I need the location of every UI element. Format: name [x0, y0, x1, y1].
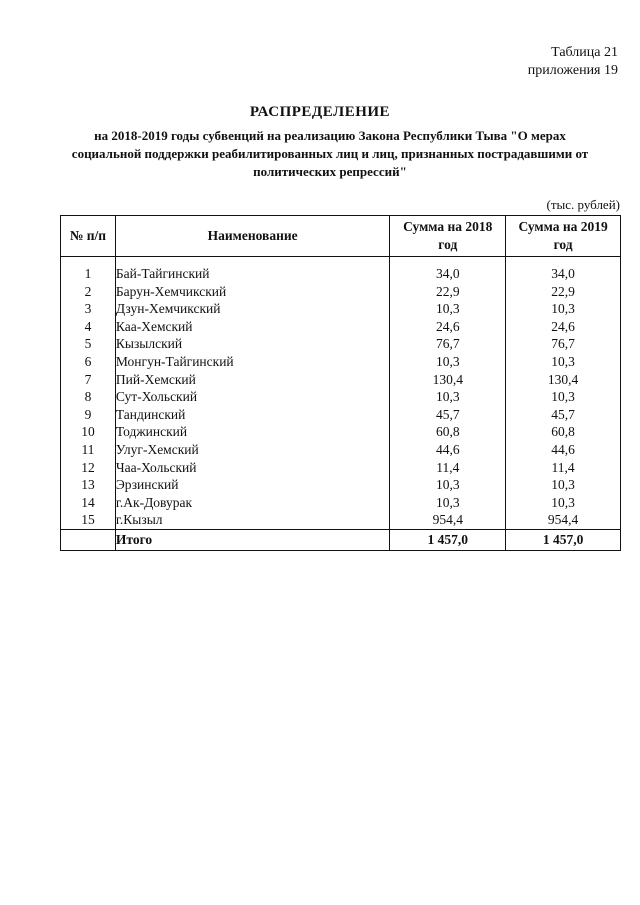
- row-sum-2018: 24,6: [390, 318, 506, 336]
- row-number: 2: [61, 283, 116, 301]
- row-number: 4: [61, 318, 116, 336]
- row-number: 12: [61, 459, 116, 477]
- row-number: 14: [61, 494, 116, 512]
- row-name: Чаа-Хольский: [115, 459, 390, 477]
- row-sum-2018: 10,3: [390, 388, 506, 406]
- row-number: 5: [61, 335, 116, 353]
- table-spacer-row: [61, 257, 621, 266]
- row-sum-2019: 24,6: [506, 318, 621, 336]
- header-sum-2018-line-1: Сумма на 2018: [403, 219, 493, 234]
- row-sum-2018: 10,3: [390, 300, 506, 318]
- row-sum-2018: 34,0: [390, 265, 506, 283]
- row-sum-2019: 10,3: [506, 388, 621, 406]
- row-sum-2019: 34,0: [506, 265, 621, 283]
- table-row: [61, 371, 621, 389]
- header-sum-2019: [506, 216, 621, 257]
- row-sum-2018: 22,9: [390, 283, 506, 301]
- row-sum-2019: 45,7: [506, 406, 621, 424]
- row-sum-2018: 45,7: [390, 406, 506, 424]
- header-sum-2018-line-2: год: [438, 237, 458, 252]
- row-sum-2019: 11,4: [506, 459, 621, 477]
- header-sum-2018: [390, 216, 506, 257]
- table-body: [61, 257, 621, 530]
- row-name: Каа-Хемский: [115, 318, 390, 336]
- row-sum-2019: 10,3: [506, 300, 621, 318]
- row-sum-2018: 10,3: [390, 353, 506, 371]
- row-sum-2019: 10,3: [506, 476, 621, 494]
- row-sum-2018: 10,3: [390, 494, 506, 512]
- table-row: [61, 300, 621, 318]
- row-sum-2019: 10,3: [506, 494, 621, 512]
- header-name: Наименование: [115, 216, 390, 257]
- total-sum-2018: 1 457,0: [390, 529, 506, 550]
- table-row: [61, 318, 621, 336]
- table-row: [61, 283, 621, 301]
- table-row: [61, 265, 621, 283]
- row-number: 1: [61, 265, 116, 283]
- units-note: (тыс. рублей): [546, 197, 620, 212]
- row-number: 9: [61, 406, 116, 424]
- row-name: Сут-Хольский: [115, 388, 390, 406]
- row-name: Тандинский: [115, 406, 390, 424]
- row-sum-2019: 10,3: [506, 353, 621, 371]
- table-header-row: [61, 216, 621, 257]
- row-name: Эрзинский: [115, 476, 390, 494]
- row-sum-2019: 76,7: [506, 335, 621, 353]
- row-sum-2019: 60,8: [506, 423, 621, 441]
- row-name: Монгун-Тайгинский: [115, 353, 390, 371]
- row-number: 13: [61, 476, 116, 494]
- row-name: г.Ак-Довурак: [115, 494, 390, 512]
- row-name: Улуг-Хемский: [115, 441, 390, 459]
- row-sum-2018: 76,7: [390, 335, 506, 353]
- row-number: 3: [61, 300, 116, 318]
- row-name: Кызылский: [115, 335, 390, 353]
- table-row: [61, 353, 621, 371]
- table-row: [61, 406, 621, 424]
- row-sum-2019: 44,6: [506, 441, 621, 459]
- total-sum-2019: 1 457,0: [506, 529, 621, 550]
- row-sum-2019: 954,4: [506, 511, 621, 529]
- row-name: Дзун-Хемчикский: [115, 300, 390, 318]
- row-sum-2019: 22,9: [506, 283, 621, 301]
- table-row: [61, 335, 621, 353]
- total-label: Итого: [115, 529, 390, 550]
- subtitle-line-1: на 2018-2019 годы субвенций на реализацию Закона Республики Тыва "О мерах: [94, 128, 566, 143]
- row-sum-2018: 10,3: [390, 476, 506, 494]
- row-sum-2018: 60,8: [390, 423, 506, 441]
- annex-appendix-number: приложения 19: [527, 63, 618, 78]
- document-subtitle: [60, 127, 600, 181]
- annex-table-number: Таблица 21: [551, 45, 618, 60]
- row-name: Бай-Тайгинский: [115, 265, 390, 283]
- row-sum-2018: 11,4: [390, 459, 506, 477]
- row-sum-2019: 130,4: [506, 371, 621, 389]
- row-sum-2018: 954,4: [390, 511, 506, 529]
- header-sum-2019-line-2: год: [553, 237, 573, 252]
- header-sum-2019-line-1: Сумма на 2019: [518, 219, 608, 234]
- table-row: [61, 423, 621, 441]
- row-number: 6: [61, 353, 116, 371]
- row-sum-2018: 44,6: [390, 441, 506, 459]
- table-row: [61, 388, 621, 406]
- subtitle-line-3: политических репрессий": [253, 164, 407, 179]
- table-row: [61, 511, 621, 529]
- row-name: Пий-Хемский: [115, 371, 390, 389]
- row-sum-2018: 130,4: [390, 371, 506, 389]
- distribution-table: [60, 215, 621, 551]
- total-number-cell: [61, 529, 116, 550]
- row-name: Тоджинский: [115, 423, 390, 441]
- table-row: [61, 476, 621, 494]
- table-row: [61, 441, 621, 459]
- document-title: РАСПРЕДЕЛЕНИЕ: [249, 104, 391, 120]
- row-name: г.Кызыл: [115, 511, 390, 529]
- row-number: 11: [61, 441, 116, 459]
- header-number: № п/п: [61, 216, 116, 257]
- row-number: 7: [61, 371, 116, 389]
- row-number: 8: [61, 388, 116, 406]
- row-name: Барун-Хемчикский: [115, 283, 390, 301]
- table-total-row: [61, 529, 621, 550]
- table-row: [61, 459, 621, 477]
- row-number: 10: [61, 423, 116, 441]
- annex-reference: [528, 44, 618, 80]
- row-number: 15: [61, 511, 116, 529]
- subtitle-line-2: социальной поддержки реабилитированных лиц и лиц, признанных пострадавшими от: [71, 146, 589, 161]
- table-row: [61, 494, 621, 512]
